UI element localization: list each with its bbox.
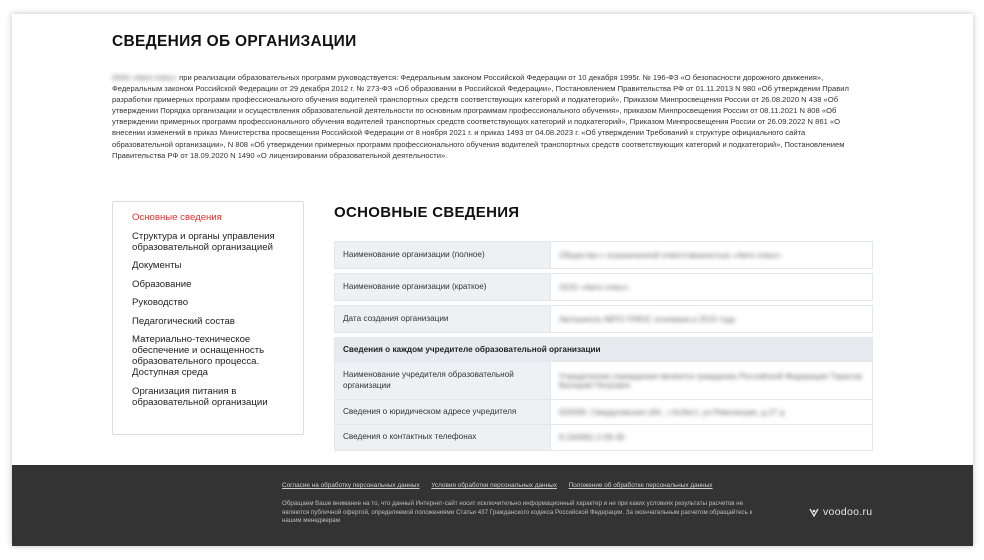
sidebar-item-structure[interactable]: Структура и органы управления образовательной организацией xyxy=(132,230,275,253)
table-row xyxy=(335,400,873,425)
sidebar-item-education[interactable]: Образование xyxy=(132,278,192,290)
footer-link-consent[interactable]: Согласие на обработку персональных данных xyxy=(282,482,420,489)
page-title: СВЕДЕНИЯ ОБ ОРГАНИЗАЦИИ xyxy=(112,33,357,50)
sidebar-item-catering[interactable]: Организация питания в образовательной организации xyxy=(132,385,268,408)
table-group-header xyxy=(335,338,873,362)
sidebar-item-facilities[interactable]: Материально-техническое обеспечение и оснащенность образовательного процесса. Доступная среда xyxy=(132,334,265,378)
footer-link-conditions[interactable]: Условия обработки персональных данных xyxy=(431,482,557,489)
table-row xyxy=(335,306,873,333)
row-label: Дата создания организации xyxy=(335,306,551,333)
row-value: ООО «Авто плюс» xyxy=(559,282,630,292)
footer-links xyxy=(282,482,723,489)
sidebar-item-basic-info[interactable]: Основные сведения xyxy=(132,212,222,223)
table-row xyxy=(335,274,873,301)
page-frame xyxy=(12,14,973,546)
row-label: Наименование организации (краткое) xyxy=(335,274,551,301)
table-row xyxy=(335,425,873,451)
row-value: Общество с ограниченной ответственностью «Авто плюс» xyxy=(559,250,782,260)
table-row xyxy=(335,362,873,400)
row-label: Наименование организации (полное) xyxy=(335,242,551,269)
row-value: 8 (34365) 2-09-30 xyxy=(559,433,625,442)
brand-link[interactable] xyxy=(808,506,872,518)
sidebar-menu xyxy=(112,201,304,435)
footer-disclaimer: Обращаем Ваше внимание на то, что данный Интернет-сайт носит исключительно информационный характер и ни при каких условиях результаты расчетов не являются публичной офертой, определяемой положениями Статьи 437 Гражданского кодекса Российской Федерации. За окончательным расчетом обращайтесь к нашим менеджерам xyxy=(282,500,753,525)
row-value: Автошкола АВТО ПЛЮС основана в 2015 году xyxy=(559,314,736,324)
footer-link-policy[interactable]: Положение об обработке персональных данных xyxy=(568,482,713,489)
voodoo-logo-icon xyxy=(808,506,820,518)
section-title: ОСНОВНЫЕ СВЕДЕНИЯ xyxy=(334,204,520,221)
sidebar-item-documents[interactable]: Документы xyxy=(132,260,182,271)
row-label: Сведения о юридическом адресе учредителя xyxy=(335,400,551,425)
sidebar-item-management[interactable]: Руководство xyxy=(132,297,189,308)
sidebar-item-teaching-staff[interactable]: Педагогический состав xyxy=(132,315,235,327)
founders-header: Сведения о каждом учредителе образовательной организации xyxy=(335,338,873,362)
table-row xyxy=(335,242,873,269)
intro-paragraph xyxy=(112,72,864,161)
row-label: Сведения о контактных телефонах xyxy=(335,425,551,451)
info-table xyxy=(334,241,873,451)
row-value: Учредителем учреждения является гражданин Российской Федерации Тарасов Валерий Петрович xyxy=(559,371,862,390)
row-label: Наименование учредителя образовательной организации xyxy=(335,362,551,400)
row-value: 620000, Свердловская обл., г.Асбест, ул.Революции, д.27 д xyxy=(559,407,785,417)
intro-org-name: ООО «Авто плюс» xyxy=(112,73,177,82)
footer xyxy=(12,465,973,546)
intro-text: при реализации образовательных программ руководствуется: Федеральным законом Российской Федерации от 10 декабря 1995г. № 196-ФЗ «О безопасности дорожного движения», Федеральным законом Российской Федерации от 29 декабря 2012 г. № 273-ФЗ «Об образовании в Российской Федерации», Постановлением Правительства РФ от 01.11.2013 N 980 «Об утверждении Правил разработки примерных программ профессионального обучения водителей транспортных средств соответствующих категорий и подкатегорий», Приказом Минпросвещения России от 26.08.2020 N 438 «Об утверждении Порядка организации и осуществления образовательной деятельности по основным программам профессионального обучения», приказом Минпросвещения России от 08.11.2021 N 808 «Об утверждении примерных программ профессионального обучения водителей транспортных средств соответствующих категорий и подкатегорий», Приказом Минпросвещения России от 26.09.2022 N 861 «О внесении изменений в приказ Министерства просвещения Российской Федерации от 8 ноября 2021 г. и приказ 1493 от 04.08.2023 г. «Об утверждении Требований к структуре официального сайта образовательной организации», N 808 «Об утверждении примерных программ профессионального обучения водителей транспортных средств соответствующих категорий и подкатегорий», Постановлением Правительства РФ от 18.09.2020 N 1490 «О лицензировании образовательной деятельности». xyxy=(112,73,849,160)
brand-name: voodoo.ru xyxy=(823,506,873,518)
